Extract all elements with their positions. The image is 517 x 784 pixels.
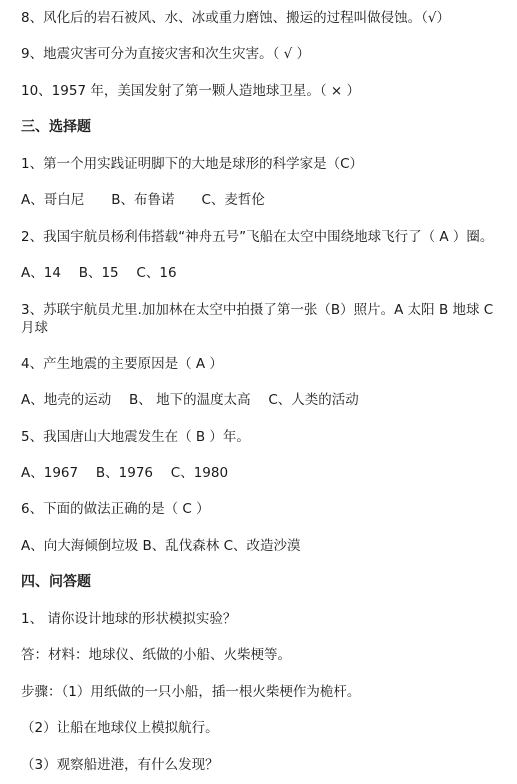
- question-9-text: 9、地震灾害可分为直接灾害和次生灾害。（ √ ）: [21, 46, 311, 62]
- choice-question-2-options: A、14 B、15 C、16: [21, 265, 177, 281]
- answer-step-3: （3）观察船进港，有什么发现？: [21, 757, 219, 773]
- answer-step-1: 步骤：（1）用纸做的一只小船，插一根火柴梗作为桅杆。: [21, 684, 361, 700]
- choice-question-5: 5、我国唐山大地震发生在（ B ）年。: [21, 429, 250, 445]
- section-4-heading: 四、问答题: [21, 574, 91, 590]
- question-8-text: 8、风化后的岩石被风、水、冰或重力磨蚀、搬运的过程叫做侵蚀。（√）: [21, 10, 450, 26]
- essay-question-1: 1、 请你设计地球的形状模拟实验？: [21, 611, 237, 627]
- choice-question-3: 3、苏联宇航员尤里.加加林在太空中拍摄了第一张（B）照片。A 太阳 B 地球 C 月球: [21, 302, 494, 336]
- choice-question-1: 1、第一个用实践证明脚下的大地是球形的科学家是（C）: [21, 156, 364, 172]
- choice-question-4: 4、产生地震的主要原因是（ A ）: [21, 356, 223, 372]
- choice-question-4-options: A、地壳的运动 B、 地下的温度太高 C、人类的活动: [21, 392, 359, 408]
- choice-question-1-options: A、哥白尼 B、布鲁诺 C、麦哲伦: [21, 192, 265, 208]
- answer-step-2: （2）让船在地球仪上模拟航行。: [21, 720, 219, 736]
- answer-materials: 答：材料：地球仪、纸做的小船、火柴梗等。: [21, 647, 291, 663]
- question-10-text: 10、1957 年，美国发射了第一颗人造地球卫星。（ × ）: [21, 83, 360, 99]
- choice-question-2: 2、我国宇航员杨利伟搭载“神舟五号”飞船在太空中围绕地球飞行了（ A ）圈。: [21, 229, 494, 245]
- choice-question-6-options: A、向大海倾倒垃圾 B、乱伐森林 C、改造沙漠: [21, 538, 301, 554]
- choice-question-6: 6、下面的做法正确的是（ C ）: [21, 501, 210, 517]
- choice-question-5-options: A、1967 B、1976 C、1980: [21, 465, 229, 481]
- section-3-heading: 三、选择题: [21, 119, 91, 135]
